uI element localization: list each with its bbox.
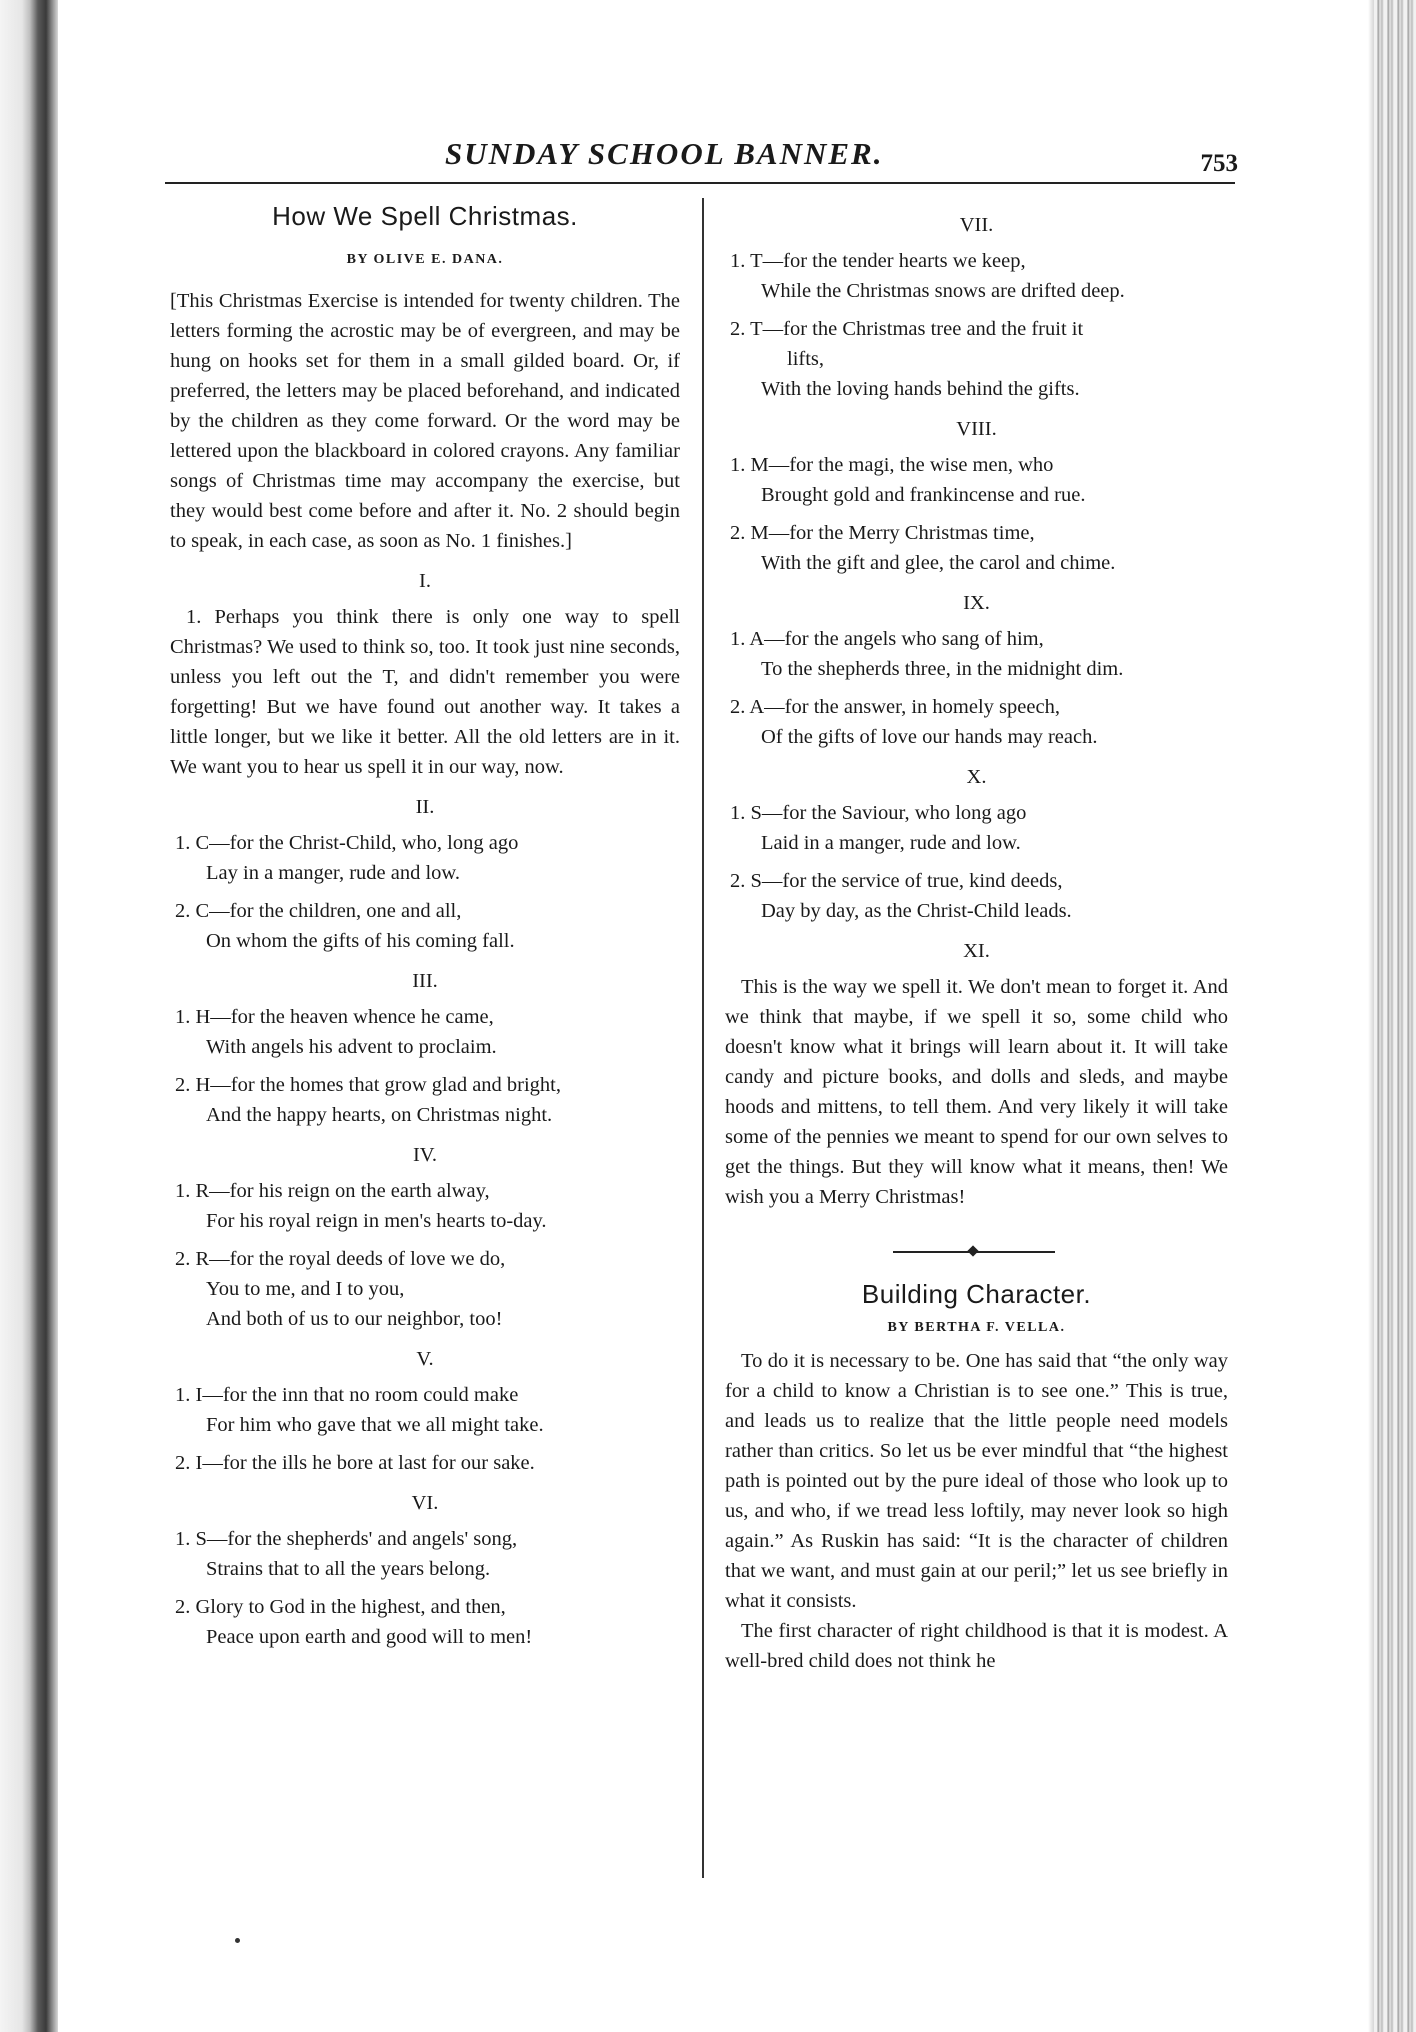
verse-line: To the shepherds three, in the midnight dim. <box>761 658 1124 680</box>
verse <box>725 692 1228 752</box>
verse-line: 2. R—for the royal deeds of love we do, <box>175 1248 506 1270</box>
section-paragraph: 1. Perhaps you think there is only one way to spell Christmas? We used to think so, too. It took just nine seconds, unless you left out the T, and didn't remember you were forgetting! But we have found out another way. It takes a little longer, but we like it better. All the old letters are in it. We want you to hear us spell it in our way, now. <box>170 606 680 778</box>
verse <box>725 314 1228 404</box>
verse-line: And both of us to our neighbor, too! <box>206 1308 503 1330</box>
section-numeral: II. <box>415 796 435 818</box>
verse-line: 2. H—for the homes that grow glad and bright, <box>175 1074 562 1096</box>
section-numeral: VIII. <box>956 418 997 440</box>
header-rule <box>165 182 1235 184</box>
verse-line: 2. S—for the service of true, kind deeds, <box>730 870 1063 892</box>
section-numeral: XI. <box>963 940 990 962</box>
verse <box>170 1176 680 1236</box>
verse <box>170 1524 680 1584</box>
verse <box>170 896 680 956</box>
verse-line: 1. H—for the heaven whence he came, <box>175 1006 494 1028</box>
section-numeral: V. <box>416 1348 434 1370</box>
verse <box>170 828 680 888</box>
verse-line: 1. A—for the angels who sang of him, <box>730 628 1044 650</box>
article-byline: BY OLIVE E. DANA. <box>346 252 504 267</box>
verse <box>170 1070 680 1130</box>
verse <box>170 1448 680 1478</box>
verse-line: Laid in a manger, rude and low. <box>761 832 1021 854</box>
diamond-ornament-icon <box>967 1245 978 1256</box>
verse-line: 1. S—for the Saviour, who long ago <box>730 802 1027 824</box>
page-edges <box>1374 0 1416 2032</box>
intro-paragraph: [This Christmas Exercise is intended for twenty children. The letters forming the acrostic may be of evergreen, and may be hung on hooks set for them in a small gilded board. Or, if preferred, the letters may be placed beforehand, and indicated by the children as they come forward. Or the word may be lettered upon the blackboard in colored crayons. Any familiar songs of Christmas time may accompany the exercise, but they would best come before and after it. No. 2 should begin to speak, in each case, as soon as No. 1 finishes.] <box>170 290 680 552</box>
verse-line: 1. T—for the tender hearts we keep, <box>730 250 1026 272</box>
verse-line: 1. C—for the Christ-Child, who, long ago <box>175 832 519 854</box>
page-number: 753 <box>1200 150 1238 177</box>
section-divider-ornament <box>725 1238 1228 1266</box>
verse <box>170 1592 680 1652</box>
verse <box>725 450 1228 510</box>
verse <box>725 866 1228 926</box>
body-paragraph: The first character of right childhood is that it is modest. A well-bred child does not think he <box>725 1620 1228 1672</box>
verse-line: For him who gave that we all might take. <box>206 1414 544 1436</box>
section-numeral: I. <box>419 570 431 592</box>
verse-line: With the gift and glee, the carol and chime. <box>761 552 1116 574</box>
verse <box>725 518 1228 578</box>
article-title: How We Spell Christmas. <box>272 201 578 231</box>
verse-line: Of the gifts of love our hands may reach. <box>761 726 1098 748</box>
article-byline: BY BERTHA F. VELLA. <box>887 1320 1066 1335</box>
verse <box>170 1380 680 1440</box>
running-title: SUNDAY SCHOOL BANNER. <box>445 136 884 171</box>
column-divider <box>702 198 704 1878</box>
section-numeral: VI. <box>411 1492 439 1514</box>
verse-line: Peace upon earth and good will to men! <box>206 1626 533 1648</box>
book-binding-shadow <box>0 0 58 2032</box>
body-paragraph: To do it is necessary to be. One has said that “the only way for a child to know a Christian is to see one.” This is true, and leads us to realize that the little people need models rather than critics. So let us be ever mindful that “the highest path is pointed out by the pure ideal of those who look up to us, and who, if we tread less loftily, may never look so high again.” As Ruskin has said: “It is the character of children that we want, and must gain at our peril;” let us see briefly in what it consists. <box>725 1350 1228 1612</box>
verse-line: 2. C—for the children, one and all, <box>175 900 462 922</box>
verse-line: On whom the gifts of his coming fall. <box>206 930 515 952</box>
ink-speck <box>235 1938 240 1943</box>
verse <box>725 246 1228 306</box>
right-column <box>725 210 1228 1676</box>
verse-line: 2. I—for the ills he bore at last for our sake. <box>175 1452 535 1474</box>
verse-line: And the happy hearts, on Christmas night. <box>206 1104 553 1126</box>
section-numeral: III. <box>412 970 438 992</box>
verse-line: Brought gold and frankincense and rue. <box>761 484 1086 506</box>
verse-line: 2. Glory to God in the highest, and then, <box>175 1596 506 1618</box>
verse-line: With the loving hands behind the gifts. <box>761 378 1080 400</box>
verse-line: Lay in a manger, rude and low. <box>206 862 461 884</box>
verse <box>725 624 1228 684</box>
verse <box>725 798 1228 858</box>
verse-line: 1. R—for his reign on the earth alway, <box>175 1180 490 1202</box>
section-numeral: VII. <box>959 214 994 236</box>
verse-line: Day by day, as the Christ-Child leads. <box>761 900 1072 922</box>
verse-line: With angels his advent to proclaim. <box>206 1036 497 1058</box>
verse-line: You to me, and I to you, <box>206 1278 405 1300</box>
verse-line: 2. A—for the answer, in homely speech, <box>730 696 1060 718</box>
verse <box>170 1244 680 1334</box>
closing-paragraph: This is the way we spell it. We don't mean to forget it. And we think that maybe, if we spell it so, some child who doesn't know what it brings will learn about it. It will take candy and picture books, and dolls and sleds, and maybe hoods and mittens, to tell them. And very likely it will take some of the pennies we meant to spend for our own selves to get the things. But they will know what it means, then! We wish you a Merry Christmas! <box>725 976 1228 1208</box>
verse-line: 2. M—for the Merry Christmas time, <box>730 522 1035 544</box>
section-numeral: IV. <box>412 1144 438 1166</box>
page-header <box>165 132 1245 182</box>
verse-line: 1. S—for the shepherds' and angels' song, <box>175 1528 518 1550</box>
verse-line: 2. T—for the Christmas tree and the fruit it <box>730 318 1084 340</box>
article-title: Building Character. <box>861 1279 1092 1309</box>
verse-line: 1. I—for the inn that no room could make <box>175 1384 519 1406</box>
section-numeral: IX. <box>963 592 990 614</box>
verse-line: While the Christmas snows are drifted deep. <box>761 280 1125 302</box>
verse <box>170 1002 680 1062</box>
left-column <box>170 198 680 1660</box>
verse-line: 1. M—for the magi, the wise men, who <box>730 454 1054 476</box>
section-numeral: X. <box>966 766 987 788</box>
verse-line: For his royal reign in men's hearts to-day. <box>206 1210 547 1232</box>
verse-line: lifts, <box>787 348 825 370</box>
verse-line: Strains that to all the years belong. <box>206 1558 491 1580</box>
